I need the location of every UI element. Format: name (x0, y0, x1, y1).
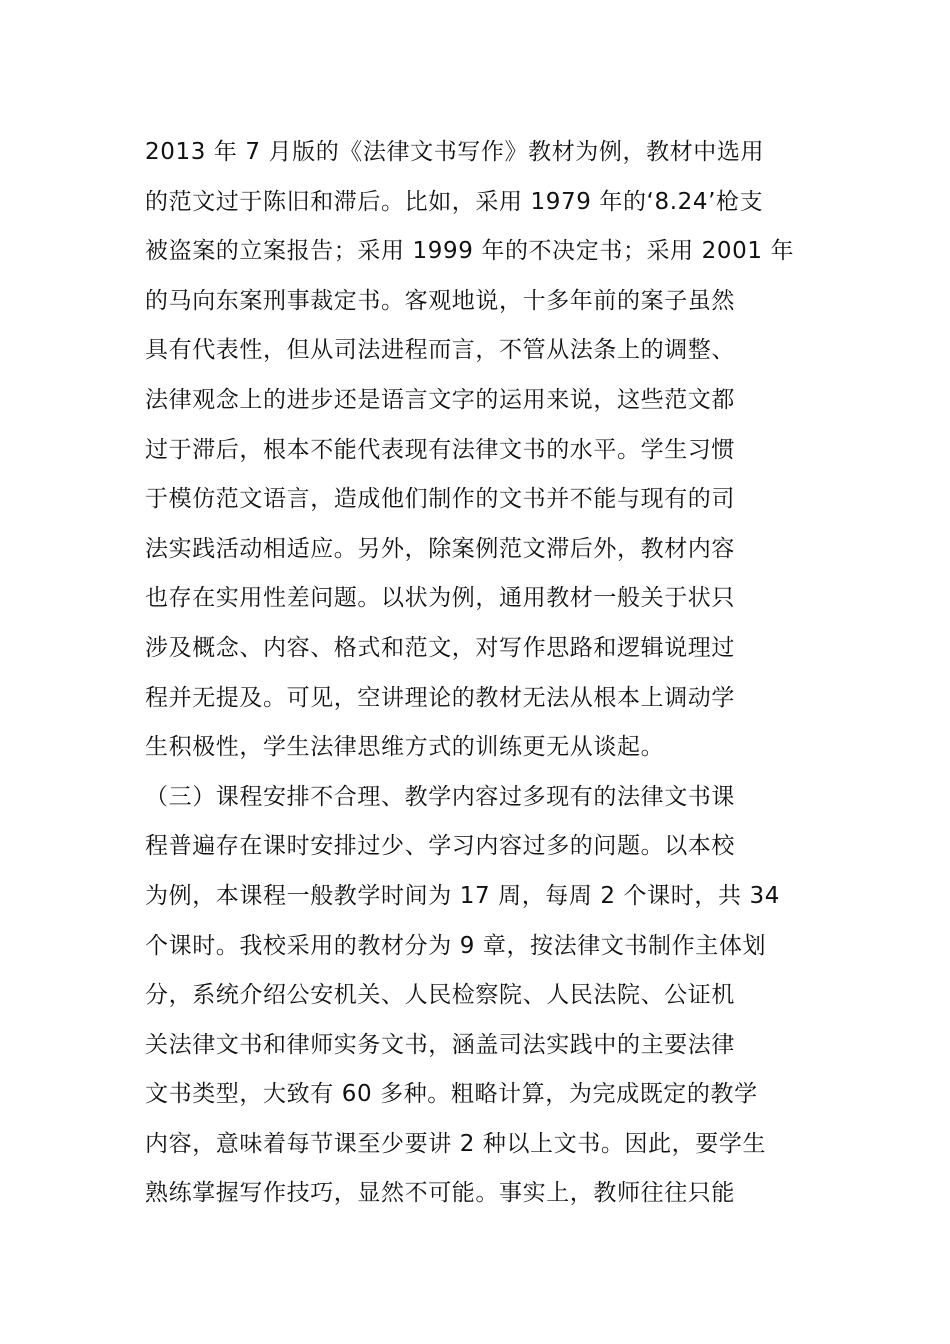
text-line-2: 的范文过于陈旧和滞后。比如，采用 1979 年的‘8.24’枪支 (145, 188, 764, 215)
text-line-12: 程并无提及。可见，空讲理论的教材无法从根本上调动学 (145, 684, 735, 711)
text-line-9: 法实践活动相适应。另外，除案例范文滞后外，教材内容 (145, 535, 735, 562)
text-line-8: 于模仿范文语言，造成他们制作的文书并不能与现有的司 (145, 486, 735, 513)
text-line-17: 个课时。我校采用的教材分为 9 章，按法律文书制作主体划 (145, 932, 767, 959)
text-line-5: 具有代表性，但从司法进程而言，不管从法条上的调整、 (145, 337, 735, 364)
text-line-6: 法律观念上的进步还是语言文字的运用来说，这些范文都 (145, 386, 735, 413)
text-line-20: 文书类型，大致有 60 多种。粗略计算，为完成既定的教学 (145, 1081, 758, 1108)
text-line-7: 过于滞后，根本不能代表现有法律文书的水平。学生习惯 (145, 436, 735, 463)
text-line-19: 关法律文书和律师实务文书，涵盖司法实践中的主要法律 (145, 1031, 735, 1058)
text-line-18: 分，系统介绍公安机关、人民检察院、人民法院、公证机 (145, 982, 735, 1009)
text-line-3: 被盗案的立案报告；采用 1999 年的不决定书；采用 2001 年 (145, 238, 795, 265)
text-line-13: 生积极性，学生法律思维方式的训练更无从谈起。 (145, 734, 665, 761)
body-text (145, 128, 810, 1219)
text-line-1: 2013 年 7 月版的《法律文书写作》教材为例，教材中选用 (145, 139, 765, 165)
text-line-16: 为例，本课程一般教学时间为 17 周，每周 2 个课时，共 34 (145, 882, 780, 909)
text-line-10: 也存在实用性差问题。以状为例，通用教材一般关于状只 (145, 585, 735, 612)
section-heading-line: （三）课程安排不合理、教学内容过多现有的法律文书课 (145, 783, 735, 810)
text-line-21: 内容，意味着每节课至少要讲 2 种以上文书。因此，要学生 (145, 1130, 767, 1157)
text-line-22: 熟练掌握写作技巧，显然不可能。事实上，教师往往只能 (145, 1180, 735, 1207)
text-line-11: 涉及概念、内容、格式和范文，对写作思路和逻辑说理过 (145, 634, 735, 661)
text-line-15: 程普遍存在课时安排过少、学习内容过多的问题。以本校 (145, 833, 735, 860)
text-line-4: 的马向东案刑事裁定书。客观地说，十多年前的案子虽然 (145, 287, 735, 314)
